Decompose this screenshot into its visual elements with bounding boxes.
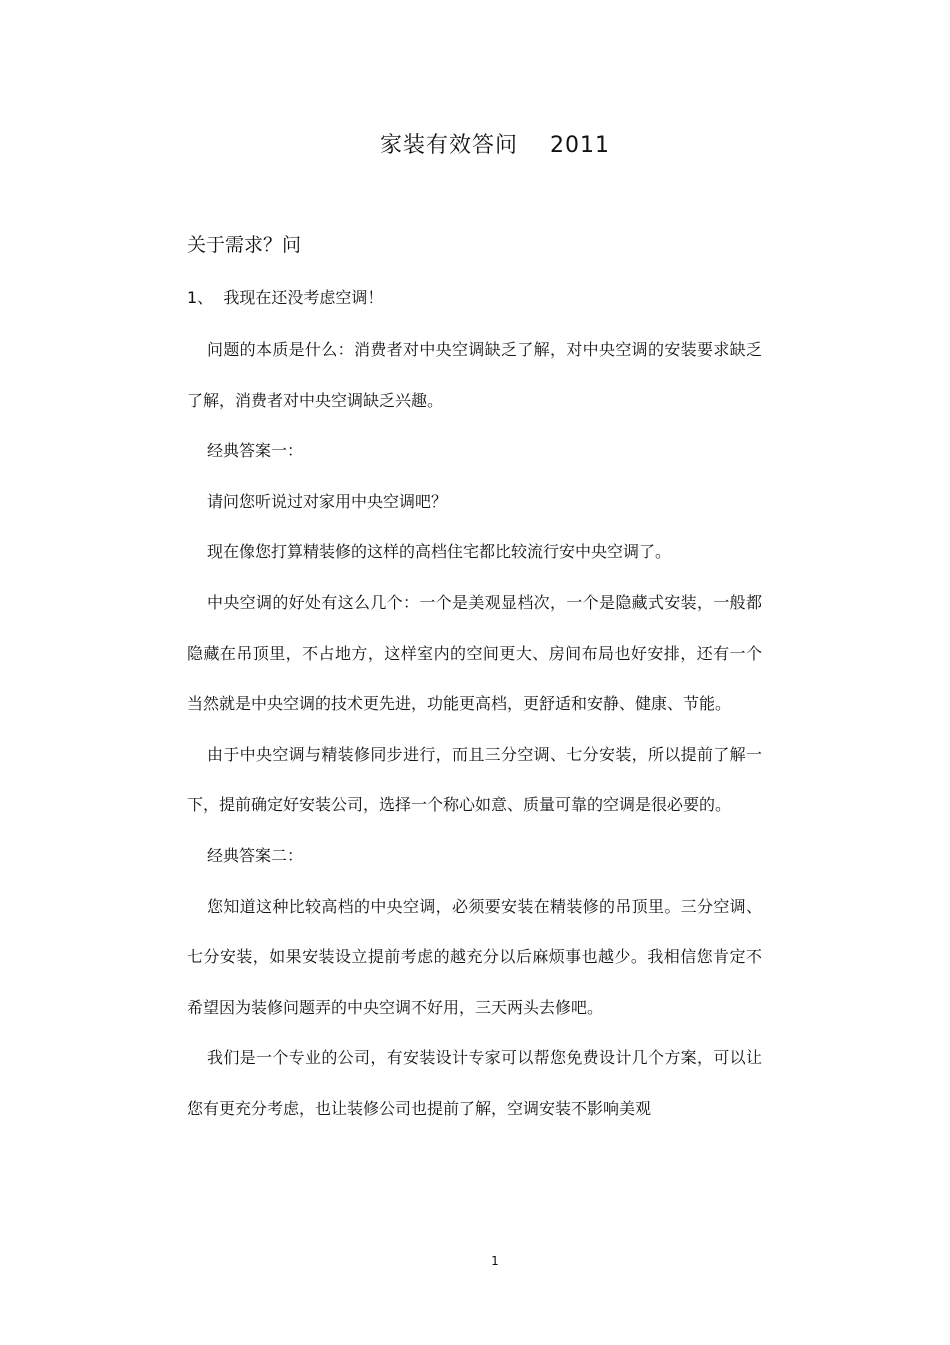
- paragraph-problem-essence: 问题的本质是什么：消费者对中央空调缺乏了解，对中央空调的安装要求缺乏了解，消费者对中央空调缺乏兴趣。: [187, 340, 762, 410]
- paragraph-ceiling-install: 您知道这种比较高档的中央空调，必须要安装在精装修的吊顶里。三分空调、七分安装，如果安装设立提前考虑的越充分以后麻烦事也越少。我相信您肯定不希望因为装修问题弄的中央空调不好用，三天两头去修吧。: [187, 896, 762, 1017]
- page-number: 1: [491, 1254, 499, 1268]
- paragraph-answer-one-label: 经典答案一：: [207, 441, 304, 461]
- item-heading: 1、 我现在还没考虑空调！: [187, 288, 384, 307]
- paragraph-company: 我们是一个专业的公司，有安装设计专家可以帮您免费设计几个方案，可以让您有更充分考虑，也让装修公司也提前了解，空调安装不影响美观: [187, 1048, 762, 1118]
- paragraph-benefits: 中央空调的好处有这么几个：一个是美观显档次，一个是隐藏式安装，一般都隐藏在吊顶里，不占地方，这样室内的空间更大、房间布局也好安排，还有一个当然就是中央空调的技术更先进，功能更高档，更舒适和安静、健康、节能。: [187, 592, 762, 714]
- paragraph-trend: 现在像您打算精装修的这样的高档住宅都比较流行安中央空调了。: [207, 542, 672, 562]
- document-title: 家装有效答问 2011: [380, 133, 610, 158]
- section-heading: 关于需求？问: [187, 234, 302, 256]
- paragraph-installation: 由于中央空调与精装修同步进行，而且三分空调、七分安装，所以提前了解一下，提前确定好安装公司，选择一个称心如意、质量可靠的空调是很必要的。: [187, 744, 762, 815]
- body-text: [187, 325, 762, 1135]
- paragraph-answer-two-label: 经典答案二：: [207, 845, 304, 865]
- paragraph-question: 请问您听说过对家用中央空调吧？: [207, 491, 448, 511]
